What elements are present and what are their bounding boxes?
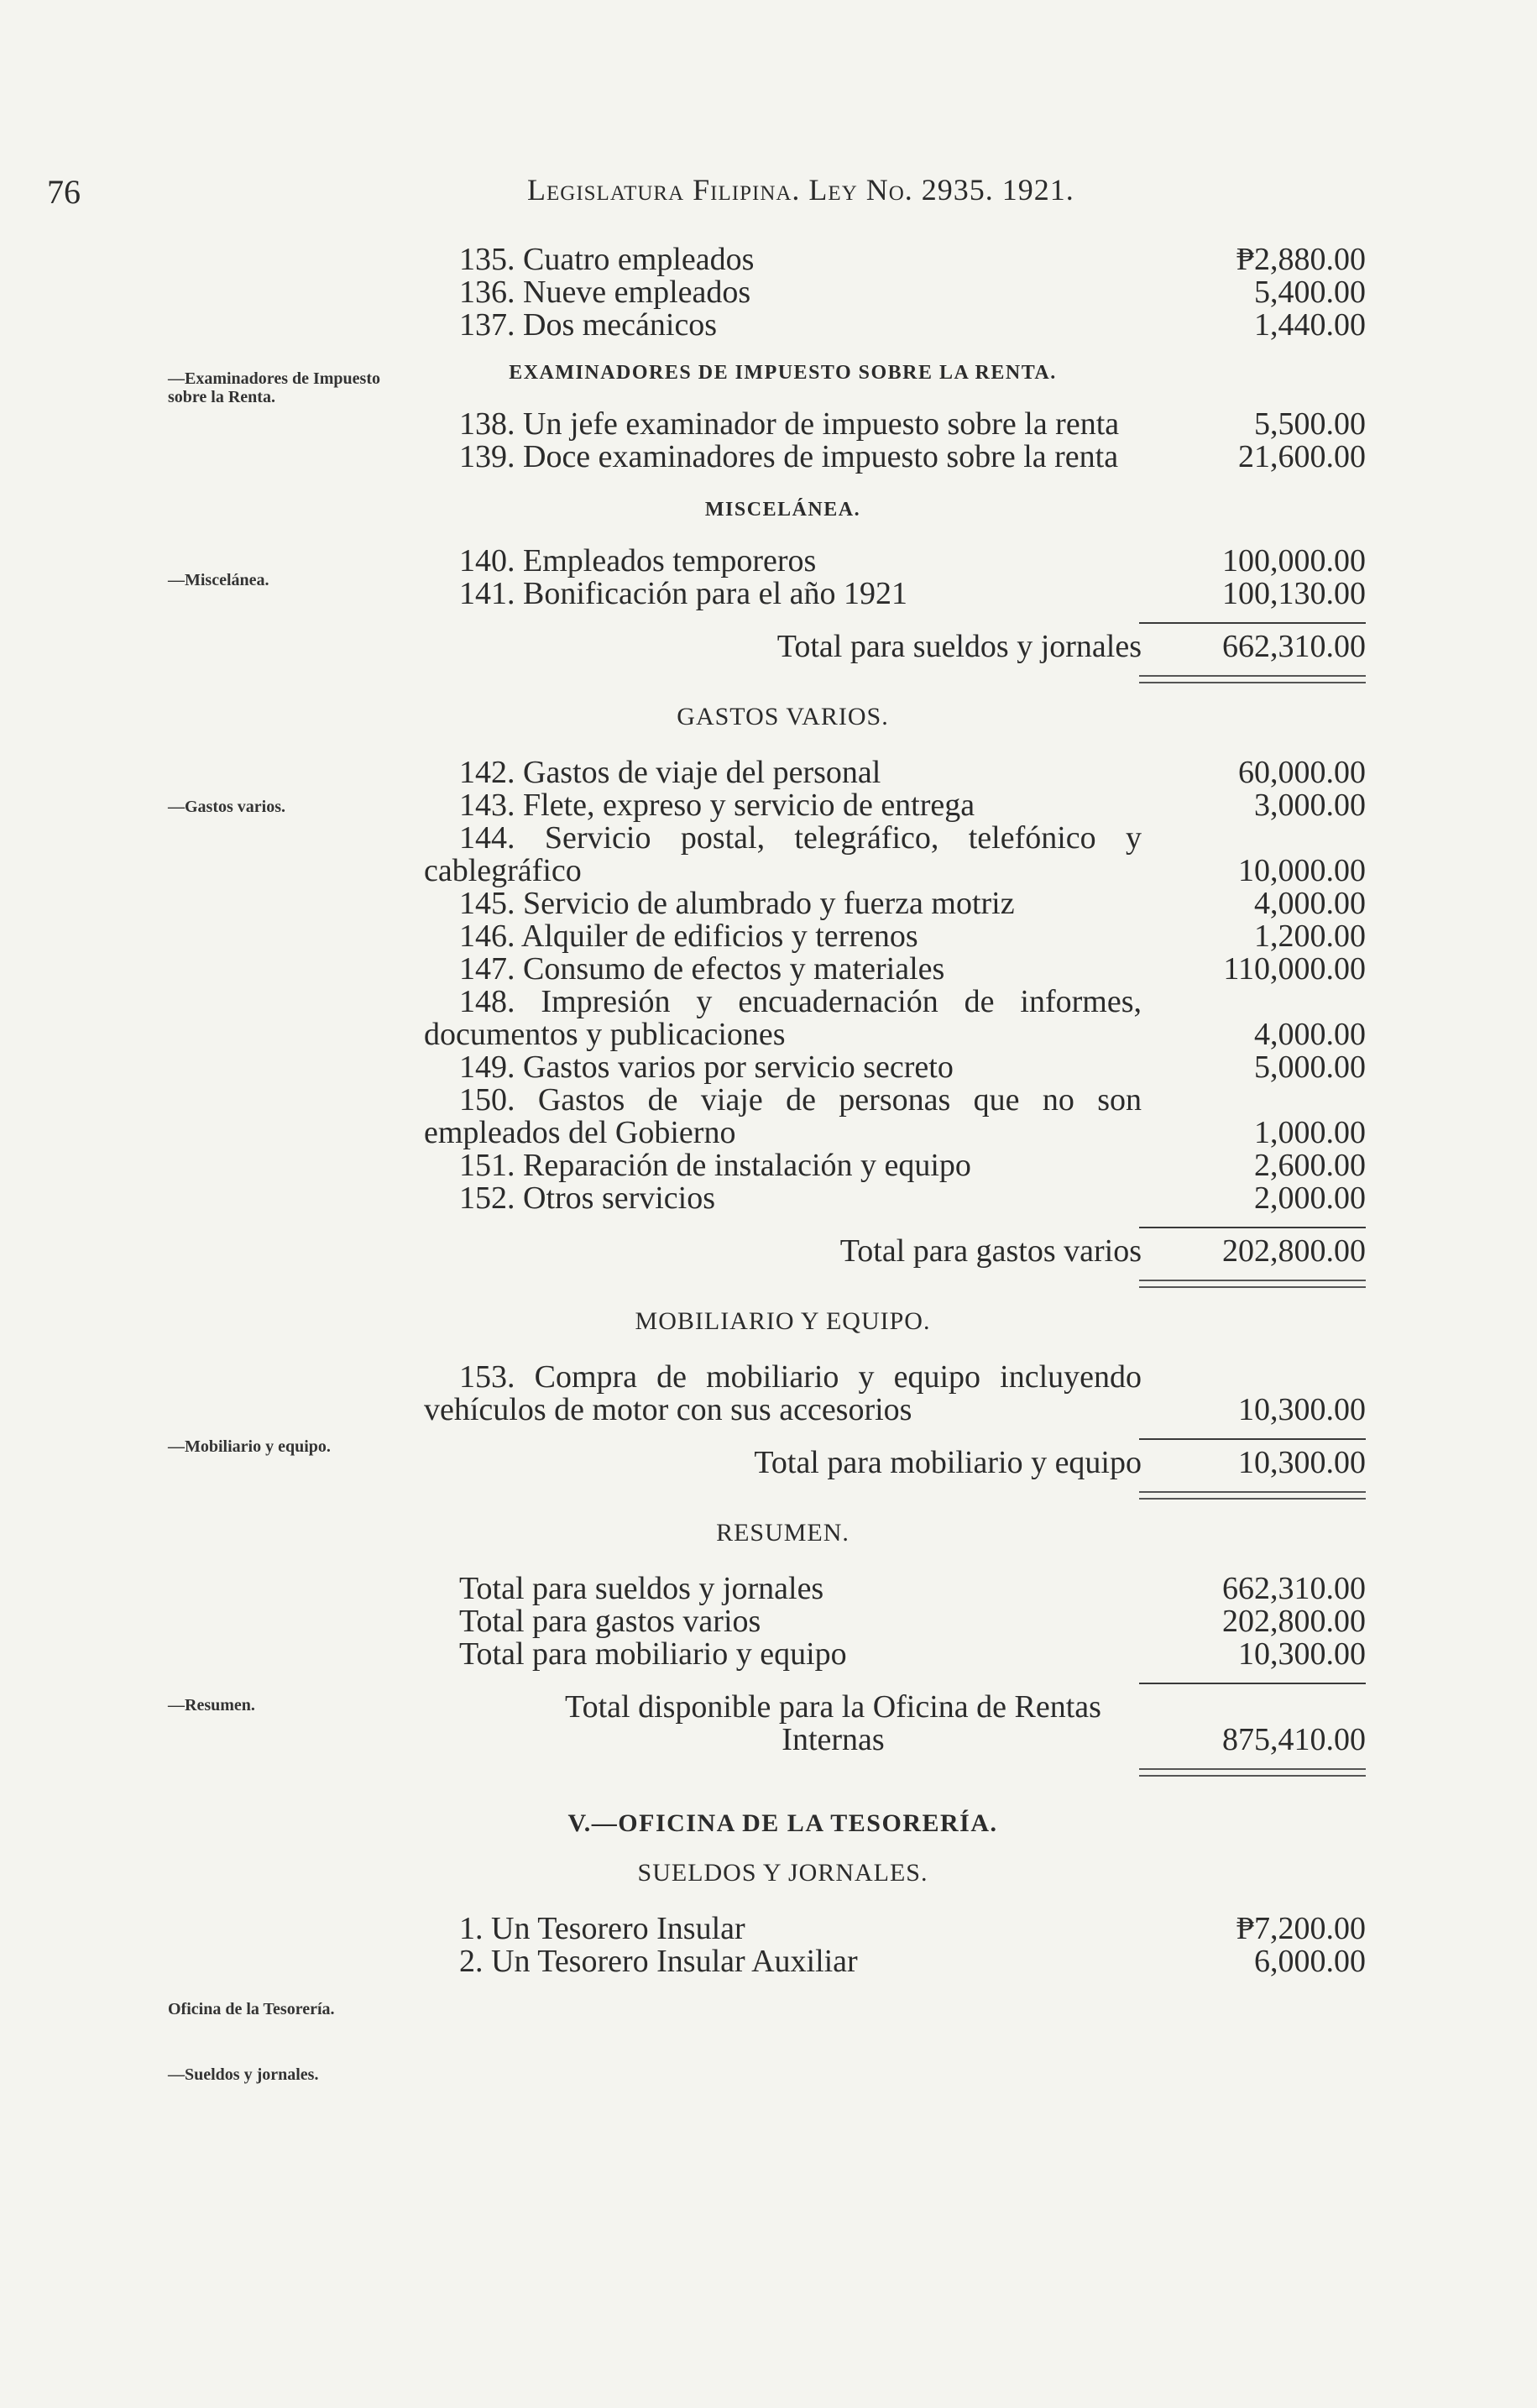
line-item: 143. Flete, expreso y servicio de entrega 3,000.00 [459, 788, 1366, 823]
margin-note-gastos: —Gastos varios. [168, 798, 285, 816]
margin-note-resumen: —Resumen. [168, 1696, 255, 1714]
line-item: 148. Impresión y encuadernación de informes, documentos y publicaciones 4,000.00 [424, 984, 1366, 1052]
line-item: 151. Reparación de instalación y equipo 2,600.00 [459, 1148, 1366, 1183]
line-item: 150. Gastos de viaje de personas que no son empleados del Gobierno 1,000.00 [424, 1082, 1366, 1150]
main-column [424, 243, 1366, 1978]
section-heading: MOBILIARIO Y EQUIPO. [635, 1307, 931, 1335]
rule [1139, 1438, 1366, 1440]
line-item: 152. Otros servicios 2,000.00 [459, 1180, 1366, 1216]
section-heading: GASTOS VARIOS. [677, 703, 889, 730]
total-row: Total para gastos varios 202,800.00 [839, 1233, 1366, 1269]
line-item: Total para mobiliario y equipo 10,300.00 [459, 1636, 1366, 1672]
double-rule [1139, 1768, 1366, 1777]
margin-note-mobiliario: —Mobiliario y equipo. [168, 1437, 331, 1456]
running-head: Legislatura Filipina. Ley No. 2935. 1921. [527, 173, 1074, 207]
top-items [424, 243, 1366, 342]
line-item: 2. Un Tesorero Insular Auxiliar 6,000.00 [459, 1944, 1366, 1979]
line-item: 1. Un Tesorero Insular ₱7,200.00 [459, 1911, 1366, 1946]
margin-note-tesoreria: Oficina de la Tesorería. [168, 2000, 335, 2018]
double-rule [1139, 675, 1366, 683]
subsection-heading: SUELDOS Y JORNALES. [637, 1859, 928, 1887]
margin-note-examinadores: —Examinadores de Impuesto sobre la Renta. [168, 369, 380, 406]
total-row: Total para sueldos y jornales 662,310.00 [776, 629, 1366, 664]
rule [1139, 1227, 1366, 1228]
line-item: 149. Gastos varios por servicio secreto 5,000.00 [459, 1050, 1366, 1085]
line-item: 146. Alquiler de edificios y terrenos 1,200.00 [459, 919, 1366, 954]
total-row: Total para mobiliario y equipo 10,300.00 [754, 1445, 1366, 1480]
margin-note-miscelanea: —Miscelánea. [168, 571, 269, 589]
line-item: Total para sueldos y jornales 662,310.00 [459, 1571, 1366, 1606]
line-item: 145. Servicio de alumbrado y fuerza motriz 4,000.00 [459, 886, 1366, 921]
line-item: 136. Nueve empleados 5,400.00 [459, 275, 1366, 310]
double-rule [1139, 1491, 1366, 1500]
section-heading: V.—OFICINA DE LA TESORERÍA. [567, 1809, 998, 1837]
section-heading: EXAMINADORES DE IMPUESTO SOBRE LA RENTA. [509, 362, 1057, 384]
rule [1139, 622, 1366, 624]
line-item: 138. Un jefe examinador de impuesto sobre la renta 5,500.00 [459, 406, 1366, 442]
section-heading: MISCELÁNEA. [704, 499, 861, 521]
line-item: 144. Servicio postal, telegráfico, telefónico y cablegráfico 10,000.00 [424, 820, 1366, 888]
line-item: 140. Empleados temporeros 100,000.00 [459, 543, 1366, 578]
line-item: 142. Gastos de viaje del personal 60,000.00 [459, 755, 1366, 790]
line-item: 141. Bonificación para el año 1921 100,130.00 [459, 576, 1366, 611]
line-item: 139. Doce examinadores de impuesto sobre la renta 21,600.00 [459, 439, 1366, 474]
section-heading: RESUMEN. [716, 1519, 850, 1547]
line-item: 147. Consumo de efectos y materiales 110,000.00 [459, 951, 1366, 987]
line-item: 153. Compra de mobiliario y equipo incluyendo vehículos de motor con sus accesorios 10,300.00 [424, 1359, 1366, 1427]
rule [1139, 1683, 1366, 1684]
line-item: 137. Dos mecánicos 1,440.00 [459, 307, 1366, 343]
grand-total-row: Total disponible para la Oficina de Rentas Internas 875,410.00 [565, 1689, 1366, 1757]
line-item: Total para gastos varios 202,800.00 [459, 1604, 1366, 1639]
double-rule [1139, 1280, 1366, 1288]
margin-note-sueldos: —Sueldos y jornales. [168, 2065, 319, 2084]
line-item: 135. Cuatro empleados ₱2,880.00 [459, 242, 1366, 277]
page-number: 76 [47, 173, 81, 211]
